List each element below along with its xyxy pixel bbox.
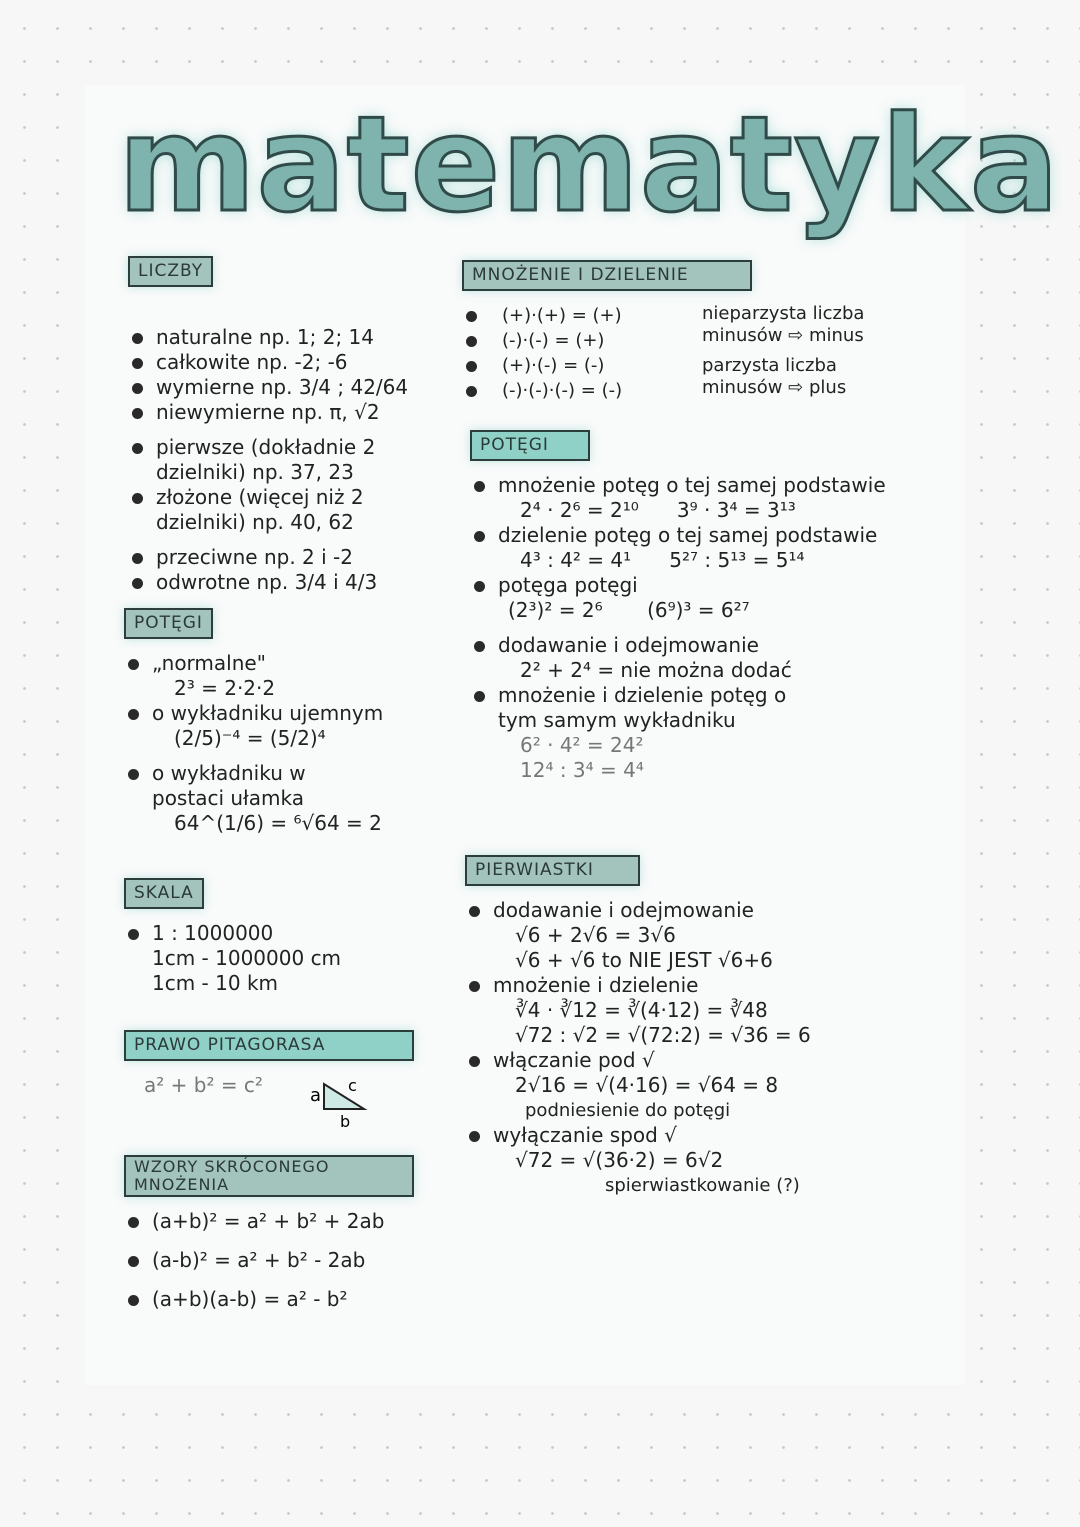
section-pitagoras xyxy=(124,1030,424,1133)
section-header: PRAWO PITAGORASA xyxy=(124,1030,414,1061)
list-item: pierwsze (dokładnie 2 dzielniki) np. 37, 23 xyxy=(128,435,428,485)
list-item: mnożenie i dzielenie xyxy=(465,973,915,998)
section-header: MNOŻENIE I DZIELENIE xyxy=(462,260,752,291)
list-item: włączanie pod √ xyxy=(465,1048,915,1073)
formula: 1cm - 10 km xyxy=(152,971,279,995)
list-item: złożone (więcej niż 2 dzielniki) np. 40, 62 xyxy=(128,485,428,535)
list-item: potęga potęgi xyxy=(470,573,920,598)
list-item: całkowite np. -2; -6 xyxy=(128,350,428,375)
page-title: matematyka xyxy=(118,88,1060,242)
list-item: (-)·(-) = (+) xyxy=(462,328,702,353)
list-item: (a+b)² = a² + b² + 2ab xyxy=(124,1209,434,1234)
list-item: dodawanie i odejmowanie xyxy=(465,898,915,923)
formula: √72 : √2 = √(72:2) = √36 = 6 xyxy=(515,1023,811,1047)
list-item: wyłączanie spod √ xyxy=(465,1123,915,1148)
formula: 1cm - 1000000 cm xyxy=(152,946,342,970)
list-item: o wykładniku ujemnym xyxy=(124,701,444,726)
list-item: dzielenie potęg o tej samej podstawie xyxy=(470,523,920,548)
formula: 64^(1/6) = ⁶√64 = 2 xyxy=(174,811,382,835)
section-header: SKALA xyxy=(124,878,204,909)
annotation: spierwiastkowanie (?) xyxy=(605,1175,800,1196)
list-item: wymierne np. 3/4 ; 42/64 xyxy=(128,375,428,400)
formula: 6² · 4² = 24² xyxy=(520,733,644,757)
list-item: odwrotne np. 3/4 i 4/3 xyxy=(128,570,428,595)
list-item: (-)·(-)·(-) = (-) xyxy=(462,378,702,403)
formula: (2/5)⁻⁴ = (5/2)⁴ xyxy=(174,726,326,750)
section-skala xyxy=(124,878,444,996)
section-liczby xyxy=(128,256,428,595)
svg-text:b: b xyxy=(340,1112,351,1129)
formula: √6 + 2√6 = 3√6 xyxy=(515,923,676,947)
list-item: „normalne" xyxy=(124,651,444,676)
annotation: podniesienie do potęgi xyxy=(525,1100,731,1121)
formula: 12⁴ : 3⁴ = 4⁴ xyxy=(520,758,644,782)
list-item: mnożenie potęg o tej samej podstawie xyxy=(470,473,920,498)
right-triangle-icon xyxy=(304,1069,394,1129)
section-mnozenie xyxy=(462,260,912,403)
section-pierwiastki xyxy=(465,855,915,1198)
list-item: 1 : 1000000 xyxy=(124,921,444,946)
svg-text:c: c xyxy=(348,1076,357,1095)
section-header: POTĘGI xyxy=(470,430,590,461)
list-item: przeciwne np. 2 i -2 xyxy=(128,545,428,570)
formula: a² + b² = c² xyxy=(144,1073,263,1097)
section-wzory xyxy=(124,1155,434,1312)
formula: ∛4 · ∛12 = ∛(4·12) = ∛48 xyxy=(515,998,768,1022)
list-item: (a-b)² = a² + b² - 2ab xyxy=(124,1248,434,1273)
rule-note: parzysta liczba minusów ⇨ plus xyxy=(702,355,847,398)
formula: √72 = √(36·2) = 6√2 xyxy=(515,1148,724,1172)
formula: (2³)² = 2⁶ (6⁹)³ = 6²⁷ xyxy=(508,598,750,622)
formula: 2⁴ · 2⁶ = 2¹⁰ 3⁹ · 3⁴ = 3¹³ xyxy=(520,498,796,522)
list-item: (+)·(-) = (-) xyxy=(462,353,702,378)
svg-text:a: a xyxy=(310,1085,322,1106)
list-item: niewymierne np. π, √2 xyxy=(128,400,428,425)
section-potegi-basic xyxy=(124,608,444,836)
formula: 2² + 2⁴ = nie można dodać xyxy=(520,658,792,682)
list-item: (a+b)(a-b) = a² - b² xyxy=(124,1287,434,1312)
section-header: WZORY SKRÓCONEGO MNOŻENIA xyxy=(124,1155,414,1197)
section-header: POTĘGI xyxy=(124,608,213,639)
list-item: dodawanie i odejmowanie xyxy=(470,633,920,658)
section-header: PIERWIASTKI xyxy=(465,855,640,886)
list-item: naturalne np. 1; 2; 14 xyxy=(128,325,428,350)
list-item: o wykładniku w postaci ułamka xyxy=(124,761,332,811)
formula: 2√16 = √(4·16) = √64 = 8 xyxy=(515,1073,779,1097)
rule-note: nieparzysta liczba minusów ⇨ minus xyxy=(702,303,865,346)
section-header: LICZBY xyxy=(128,256,213,287)
formula: 4³ : 4² = 4¹ 5²⁷ : 5¹³ = 5¹⁴ xyxy=(520,548,805,572)
section-potegi-rules xyxy=(470,430,920,783)
list-item: mnożenie i dzielenie potęg o tym samym wykładniku xyxy=(470,683,818,733)
list-item: (+)·(+) = (+) xyxy=(462,303,702,328)
formula: 2³ = 2·2·2 xyxy=(174,676,276,700)
formula: √6 + √6 to NIE JEST √6+6 xyxy=(515,948,773,972)
